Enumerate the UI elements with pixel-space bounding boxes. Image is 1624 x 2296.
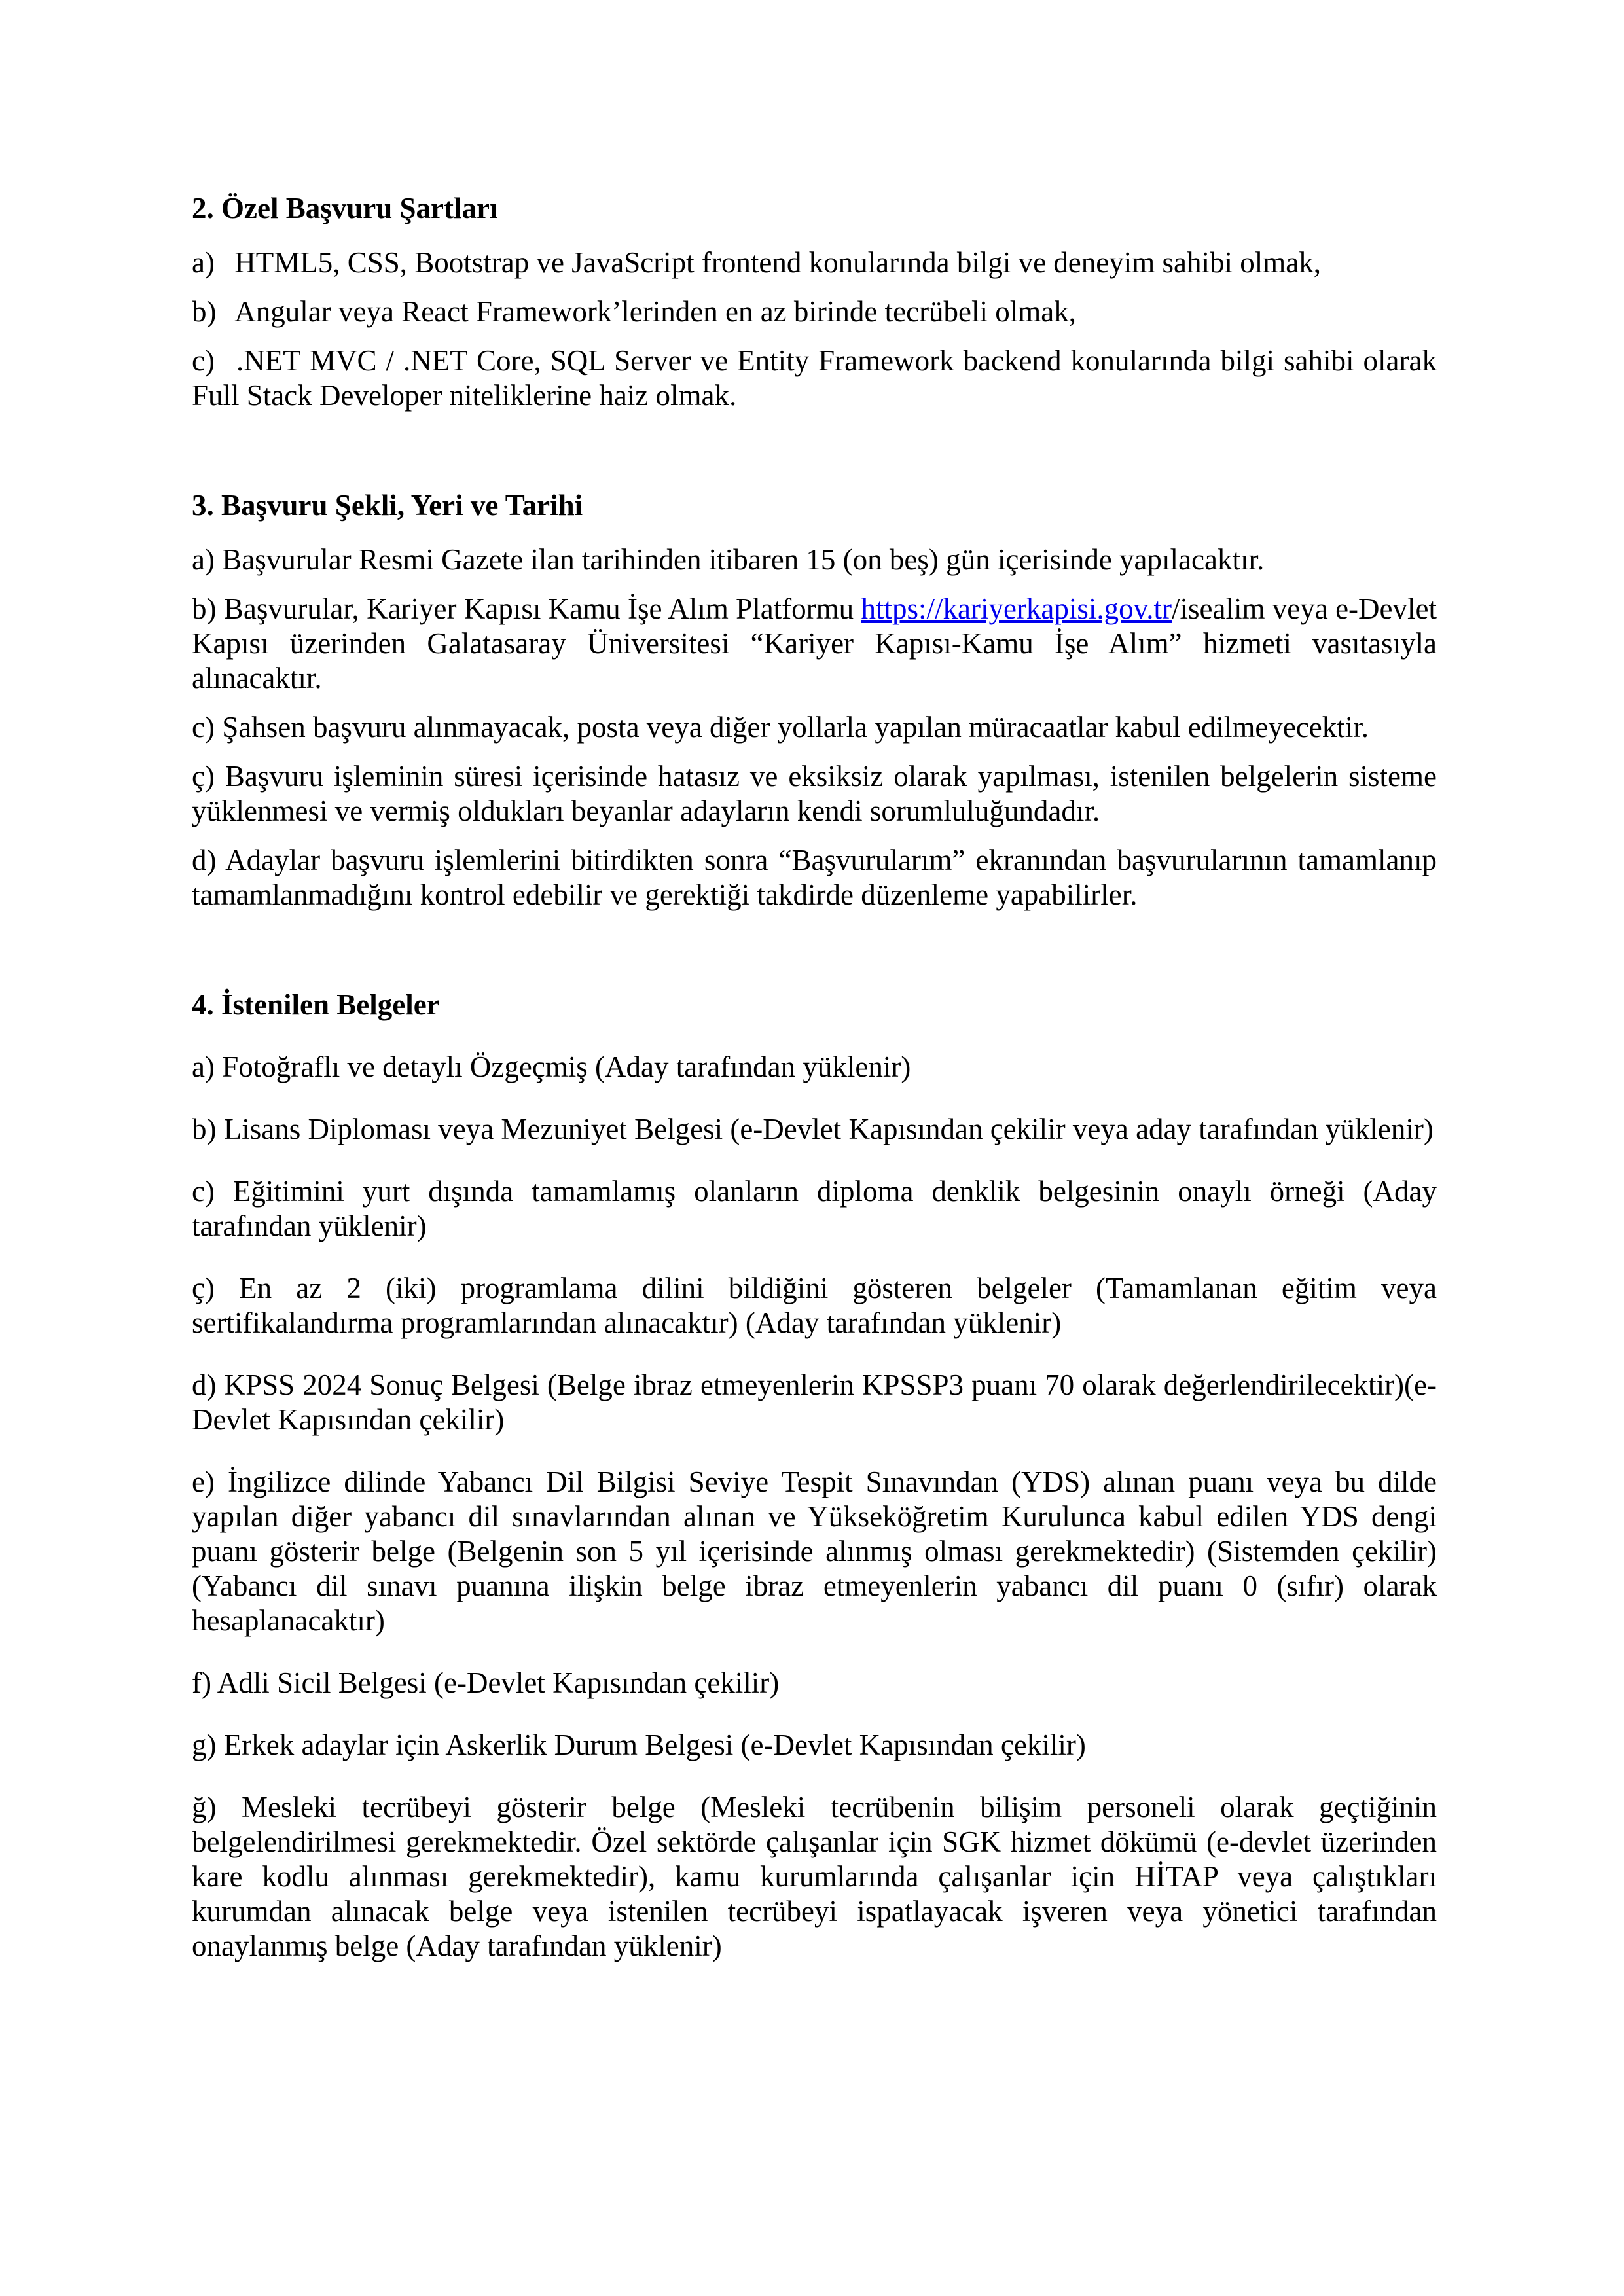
item-marker: a) [192, 1050, 215, 1083]
kariyerkapisi-link[interactable]: https://kariyerkapisi.gov.tr [861, 592, 1172, 625]
item-marker: a) [192, 246, 215, 279]
list-item [192, 1666, 1437, 1700]
section-heading: 4. İstenilen Belgeler [192, 988, 440, 1021]
section-heading: 3. Başvuru Şekli, Yeri ve Tarihi [192, 489, 583, 522]
item-text: Fotoğraflı ve detaylı Özgeçmiş (Aday tarafından yüklenir) [222, 1050, 911, 1083]
item-marker: e) [192, 1465, 215, 1498]
item-marker: ç) [192, 760, 215, 793]
item-marker: c) [192, 711, 215, 744]
item-text: Adaylar başvuru işlemlerini bitirdikten sonra “Başvurularım” ekranından başvurularının tamamlanıp tamamlanmadığını kontrol edebilir ve gerektiği takdirde düzenleme yapabilirler. [192, 844, 1437, 911]
item-marker: d) [192, 1369, 217, 1401]
list-item [192, 1050, 1437, 1085]
item-marker: ğ) [192, 1791, 217, 1823]
list-item [192, 1368, 1437, 1437]
item-text: Şahsen başvuru alınmayacak, posta veya diğer yollarla yapılan müracaatlar kabul edilmeyecektir. [222, 711, 1369, 744]
section-istenilen-belgeler [192, 988, 1437, 1964]
item-text: .NET MVC / .NET Core, SQL Server ve Entity Framework backend konularında bilgi sahibi olarak Full Stack Developer niteliklerine haiz olmak. [192, 344, 1437, 412]
item-marker: a) [192, 543, 215, 576]
item-marker: b) [192, 295, 217, 328]
item-text: /isealim veya e-Devlet Kapısı üzerinden Galatasaray Üniversitesi “Kariyer Kapısı-Kamu İşe Alım” hizmeti vasıtasıyla alınacaktır. [192, 592, 1437, 694]
item-marker: ç) [192, 1272, 215, 1304]
list-item [192, 543, 1437, 577]
item-text: Eğitimini yurt dışında tamamlamış olanların diploma denklik belgesinin onaylı örneği (Aday tarafından yüklenir) [192, 1175, 1437, 1242]
item-text: KPSS 2024 Sonuç Belgesi (Belge ibraz etmeyenlerin KPSSP3 puanı 70 olarak değerlendirilecektir)(e-Devlet Kapısından çekilir) [192, 1369, 1437, 1436]
item-marker: b) [192, 1113, 217, 1145]
item-marker: c) [192, 344, 215, 377]
item-marker: c) [192, 1175, 215, 1208]
item-text: Başvuru işleminin süresi içerisinde hatasız ve eksiksiz olarak yapılması, istenilen belgelerin sisteme yüklenmesi ve vermiş oldukları beyanlar adayların kendi sorumluluğundadır. [192, 760, 1437, 827]
item-text: En az 2 (iki) programlama dilini bildiğini gösteren belgeler (Tamamlanan eğitim veya sertifikalandırma programlarından alınacaktır) (Aday tarafından yüklenir) [192, 1272, 1437, 1339]
list-item [192, 759, 1437, 829]
item-text: Erkek adaylar için Askerlik Durum Belgesi (e-Devlet Kapısından çekilir) [223, 1729, 1086, 1761]
item-marker: g) [192, 1729, 217, 1761]
item-text: Angular veya React Framework’lerinden en az birinde tecrübeli olmak, [234, 295, 1077, 328]
list-item [192, 1112, 1437, 1147]
list-item [192, 245, 1437, 280]
item-marker: f) [192, 1666, 211, 1699]
section-heading: 2. Özel Başvuru Şartları [192, 192, 498, 224]
item-text: İngilizce dilinde Yabancı Dil Bilgisi Seviye Tespit Sınavından (YDS) alınan puanı veya bu dilde yapılan diğer yabancı dil sınavlarından alınan ve Yükseköğretim Kurulunca kabul edilen YDS dengi puanı gösterir belge (Belgenin son 5 yıl içerisinde alınmış olması gerekmektedir) (Sistemden çekilir) (Yabancı dil sınavı puanına ilişkin belge ibraz etmeyenlerin yabancı dil puanı 0 (sıfır) olarak hesaplanacaktır) [192, 1465, 1437, 1637]
item-text: Mesleki tecrübeyi gösterir belge (Mesleki tecrübenin bilişim personeli olarak geçtiğinin belgelendirilmesi gerekmektedir. Özel sektörde çalışanlar için SGK hizmet dökümü (e-devlet üzerinden kare kodlu alınması gerekmektedir), kamu kurumlarında çalışanlar için HİTAP veya çalıştıkları kurumdan alınacak belge veya istenilen tecrübeyi ispatlayacak işveren veya yönetici tarafından onaylanmış belge (Aday tarafından yüklenir) [192, 1791, 1437, 1962]
list-item [192, 1465, 1437, 1638]
item-marker: b) [192, 592, 217, 625]
list-item [192, 1728, 1437, 1763]
list-item [192, 1174, 1437, 1244]
list-item [192, 295, 1437, 329]
section-basvuru-sekli-yeri-tarihi [192, 488, 1437, 912]
item-text: HTML5, CSS, Bootstrap ve JavaScript frontend konularında bilgi ve deneyim sahibi olmak, [234, 246, 1321, 279]
section-ozel-basvuru-sartlari [192, 191, 1437, 413]
list-item [192, 592, 1437, 696]
item-text: Başvurular, Kariyer Kapısı Kamu İşe Alım Platformu [223, 592, 854, 625]
item-text: Başvurular Resmi Gazete ilan tarihinden itibaren 15 (on beş) gün içerisinde yapılacaktır. [222, 543, 1265, 576]
item-marker: d) [192, 844, 217, 876]
list-item [192, 344, 1437, 413]
list-item [192, 843, 1437, 912]
list-item [192, 710, 1437, 745]
list-item [192, 1790, 1437, 1964]
item-text: Lisans Diploması veya Mezuniyet Belgesi (e-Devlet Kapısından çekilir veya aday tarafından yüklenir) [223, 1113, 1434, 1145]
list-item [192, 1271, 1437, 1340]
item-text: Adli Sicil Belgesi (e-Devlet Kapısından çekilir) [217, 1666, 780, 1699]
